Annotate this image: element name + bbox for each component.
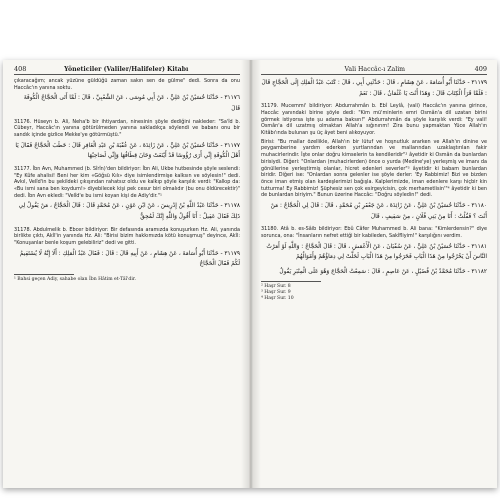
turkish-translation-text: Birisi: "Bu mallar özellikle, Allah'ın bir lütuf ve hoşnutluk ararken ve Allah'ın dinine ve peygamberine yardım ederken yurtlarından ve mallarından uzaklaştırılan fakir muhacirlerindir. İşte onlar doğru kimselerin ta kendileridir"² âyetidir ki Osmân da bunlardan birisiydi. Diğeri: "Onlardan (muhacirlerden) önce o yurda (Medine'ye) yerleşmiş ve imanı da gönüllerine yerleştirmiş olanlar, hicret edenleri severler"³ âyetidir ki babam bunlardan biridir. Diğeri ise: "Onlardan sonra gelenler ise şöyle derler: 'Ey Rabbimiz! Bizi ve bizden önce iman etmiş olan kardeşlerimizi bağışla. Kalplerimizde, iman edenlere karşı hiçbir kin tutturma! Ey Rabbimiz! Şüphesiz sen çok esirgeyicisin, çok merhametlisin'"⁴ âyetidir ki ben de bunlardan biriyim." Bunun üzerine Haccâc: "Doğru söyledin!" dedi. bbox=[261, 138, 487, 199]
turkish-translation-text: 31177. İbn Avn, Muhammed (b. Sîrîn)'den bildiriyor: İbn Ali, Ukbe hutbesinde şöyle seslendi: "Ey Kûfe ahalisi! Beni her kim «Göğsü Kılı» diye isimlendirmişe kalksın ve söylesin!" dedi. Avkıl, Velîd'in bu şekildeki çıkışından rahatsız oldu ve kalkıp şöyle karşılık verdi: "Kalkıp da: «Bu ismi sana ben koydum!» diyebilecek kişi pek cesur biri olmalıdır (bu onu öldürecektir)" dedi. İbn Avn ekledi: "Velîd'e bu ismi koyan kişi de Adiy'dir."¹ bbox=[14, 165, 240, 199]
arabic-hadith-text: ٣١١٨٠ - حَدَّثَنَا حُسَيْنُ بْنُ عَلِيٍّ ، عَنْ زَائِدَةَ ، عَنْ جَعْفَرِ بْنِ مُحَمَّدٍ ، قَالَ : قَالَ لِي الْحَجَّاجُ : مَنْ أَنْتَ ؟ فَقُلْتُ : أَنَا مِنْ بَنِي فُلَانٍ ، مِنْ سَقِيفٍ ، قَالَ bbox=[270, 203, 487, 220]
footnote-line: ³ Haşr Sur. 9 bbox=[261, 290, 291, 296]
right-page bbox=[251, 60, 497, 488]
right-running-title: Vali Haccâc-ı Zalim bbox=[344, 66, 406, 73]
arabic-hadith-text: ٣١١٨١ - حَدَّثَنَا حُسَيْنُ بْنُ عَلِيٍّ ، عَنْ سُفْيَانَ ، عَنْ الْأَعْمَشِ ، قَالَ : قَالَ الْحَجَّاجُ : وَاللَّهِ لَوْ أَمَرْتُ النَّاسَ أَنْ يَخْرُجُوا مِنْ هَذَا الْبَابِ فَخَرَجُوا مِنْ هَذَا الْبَابِ لَحَلَّتْ لِي دِمَاؤُهُمْ وَأَمْوَالُهُمْ bbox=[266, 243, 487, 261]
arabic-hadith-text: ٣١١٧٨ - حَدَّثَنَا عَبْدُ اللَّهِ بْنُ إِدْرِيسَ ، عَنْ ابْنِ عَوْنٍ ، عَنْ مُحَمَّدٍ قَالَ : قَالَ الْحَجَّاجُ ، مَنْ يَقُولُ لِي ذَلِكَ فَقَالَ عَقِيلٌ : أَنَا أَقُولُ وَاللَّهِ إِنَّكَ لَمُحِقٌّ bbox=[18, 203, 240, 220]
turkish-translation-text: 31179. Mucemmi' bildiriyor: Abdurrahmân b. Ebî Leylâ, (vali) Haccâc'ın yanına girince, Haccâc yanındaki birine şöyle dedi: "Kim mü'minlerin emri Osmân'a dil uzatan birini görmek istiyorsa işte şu adama baksın!" Abdurrahmân da şöyle karşılık verdi: "Ey vali! Osmân'a dil uzatmış olmaktan Allah'a sığınırım! Zira bunu yapmaktan Yüce Allah'ın Kitâbı'ında bulunan şu üç âyet beni alıkoyuyor. bbox=[261, 103, 487, 136]
footnote-line: ² Haşr Sur. 8 bbox=[261, 284, 291, 290]
arabic-hadith-text: ٣١١٧٩ - حَدَّثَنَا أَبُو أُسَامَةَ ، عَنْ هِشَامٍ ، قَالَ : حَدَّثَنِي أَبِي ، قَالَ : كَتَبَ عَبْدُ الْمَلِكِ إِلَى الْحَجَّاجِ قَالَ : فَلَمَّا قَرَأَ الْكِتَابَ قَالَ : وَهَذَا أَنْتَ يَا عُثْمَانُ ، قَالَ : نَعَمْ bbox=[261, 80, 487, 97]
left-page-header bbox=[14, 65, 240, 75]
right-page-body bbox=[261, 78, 487, 277]
left-footnote: ¹ Bahsi geçen Adiy, sahabe olan İbn Hâtim et-Tâî'dir. bbox=[14, 276, 136, 282]
open-book bbox=[3, 60, 497, 488]
arabic-hadith-text: ٣١١٨٢ - حَدَّثَنَا مُحَمَّدُ بْنُ فُضَيْلٍ ، عَنْ عَاصِمٍ ، قَالَ : سَمِعْتُ الْحَجَّاجَ وَهُوَ عَلَى الْمِنْبَرِ يَقُولُ bbox=[279, 268, 487, 275]
right-page-header bbox=[261, 65, 487, 75]
right-footnotes bbox=[261, 284, 487, 302]
turkish-translation-text: 31180. Atâ b. es-Sâib bildiriyor: Ebû Câfer Muhammed b. Ali bana: "Kimlerdensin?" diye sorunca, ona: "İnsanların nefret ettiği bir kabileden, Sakîfliyim!" karşılığını verdim. bbox=[261, 226, 487, 239]
turkish-translation-text: çıkaracağım; ancak yüzüne güldüğü zaman sakın sen de gülme" dedi. Sonra da onu Haccâc'ın yanına soktu. bbox=[14, 78, 240, 91]
left-running-title: Yöneticiler (Valiler/Halifeler) Kitabı bbox=[64, 66, 189, 73]
left-page-number: 408 bbox=[14, 65, 27, 73]
left-footnote-separator bbox=[14, 274, 74, 275]
turkish-translation-text: 31176. Hüseyn b. Ali, Neha'b bir ihtiyardan, ninesinin şöyle dediğini nakleder: "Sa'îd b. Cübeyr, Haccâc'ın yanına götürülmeden yanına sakladıkça söylendi ve babanı onu bir sandık içinde gizlice Mekke'ye götürmüştü." bbox=[14, 118, 240, 138]
right-footnote-separator bbox=[261, 281, 321, 282]
arabic-hadith-text: ٣١١٧٧ - حَدَّثَنَا حُسَيْنُ بْنُ عَلِيٍّ ، عَنْ زَائِدَةَ ، عَنْ عُقْبَةَ بْنِ عَبْدِ الْغَافِرِ قَالَ : خَطَبَ الْحَجَّاجُ فَقَالَ يَا أَهْلَ الْكُوفَةِ إِنِّي أَرَى رُؤُوسًا قَدْ أَيْنَعَتْ وَحَانَ قِطَافُهَا وَإِنِّي لَصَاحِبُهَا bbox=[15, 142, 240, 160]
footnote-line: ⁴ Haşr Sur. 10 bbox=[261, 296, 294, 302]
arabic-hadith-text: ٣١١٧٩ - حَدَّثَنَا أَبُو أُسَامَةَ ، عَنْ هِشَامٍ ، عَنْ أَبِيهِ قَالَ : قَالَ : فَقَالَ عَبْدُ الْمَلِكِ : أَلَا إِنَّهُ لَا يُسْتَقِيمُ لَكُمْ فَقَالَ الْحَجَّاجُ bbox=[19, 250, 240, 268]
right-page-number: 409 bbox=[474, 65, 487, 73]
arabic-hadith-text: ٣١١٧٦ - حَدَّثَنَا حُسَيْنُ بْنُ عَلِيٍّ ، عَنْ أَبِي مُوسَى ، عَنْ الشَّعْبِيِّ ، قَالَ : لَمَّا أَتَى الْحَجَّاجُ الْكُوفَةَ قَالَ bbox=[23, 95, 240, 112]
left-page bbox=[3, 60, 249, 488]
turkish-translation-text: 31178. Abdulmelik b. Ebcer bildiriyor: Bir defasında aramızda konuşurken Hz. Ali, yanında birlikte çıktı, Akîl'in yanında Hz. Ali: "Birisi bizim hakkımızda kötü konuşmuş" deyince, Akîl: "Konuşanlar benle koşum gelebiliriz" dedi ve gitti. bbox=[14, 226, 240, 246]
left-page-body bbox=[14, 78, 240, 270]
